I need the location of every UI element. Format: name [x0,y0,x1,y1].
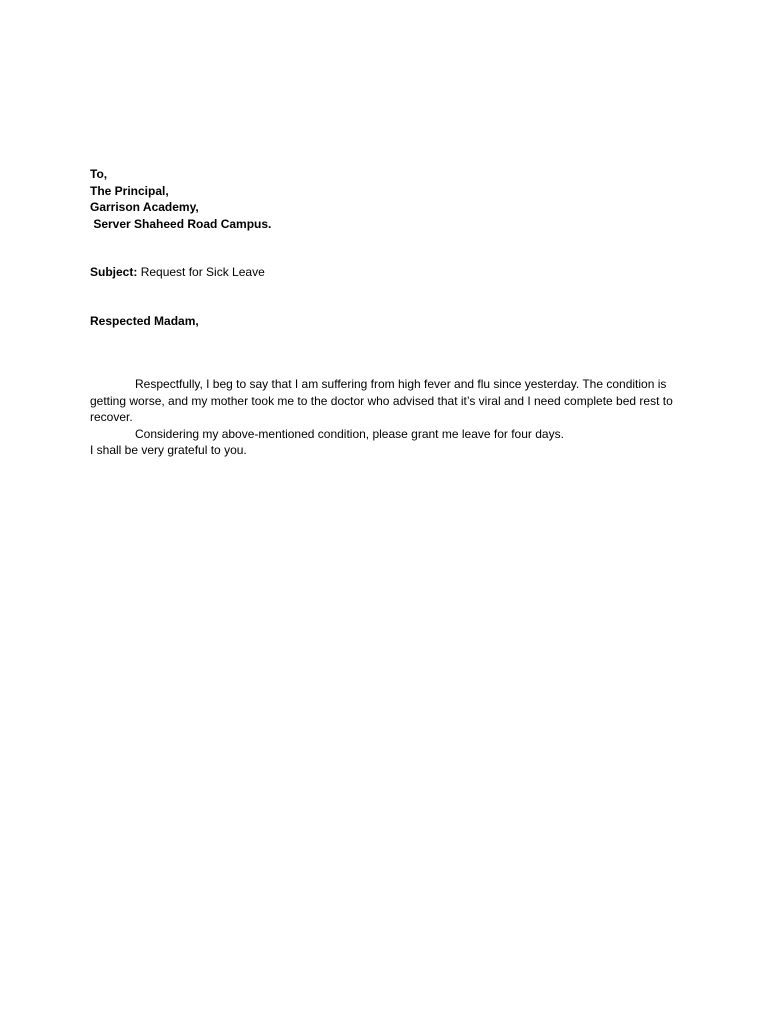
recipient-address [90,166,690,232]
letter-body [90,376,690,459]
address-line-campus: Server Shaheed Road Campus. [90,216,272,231]
address-line-to: To, [90,167,108,181]
subject-text: Request for Sick Leave [140,265,265,279]
body-paragraph-2: Considering my above-mentioned condition, please grant me leave for four days. [135,426,564,441]
address-line-institution: Garrison Academy, [90,200,199,214]
subject-label: Subject: [90,265,138,279]
closing-line: I shall be very grateful to you. [90,443,247,457]
subject-line [90,264,690,280]
body-paragraph-1: Respectfully, I beg to say that I am suffering from high fever and flu since yesterday. The condition is getting worse, and my mother took me to the doctor who advised that it’s viral and I need complete bed rest to recover. [90,377,673,424]
letter-document [90,166,690,459]
salutation: Respected Madam, [90,314,199,328]
address-line-recipient-title: The Principal, [90,183,169,198]
